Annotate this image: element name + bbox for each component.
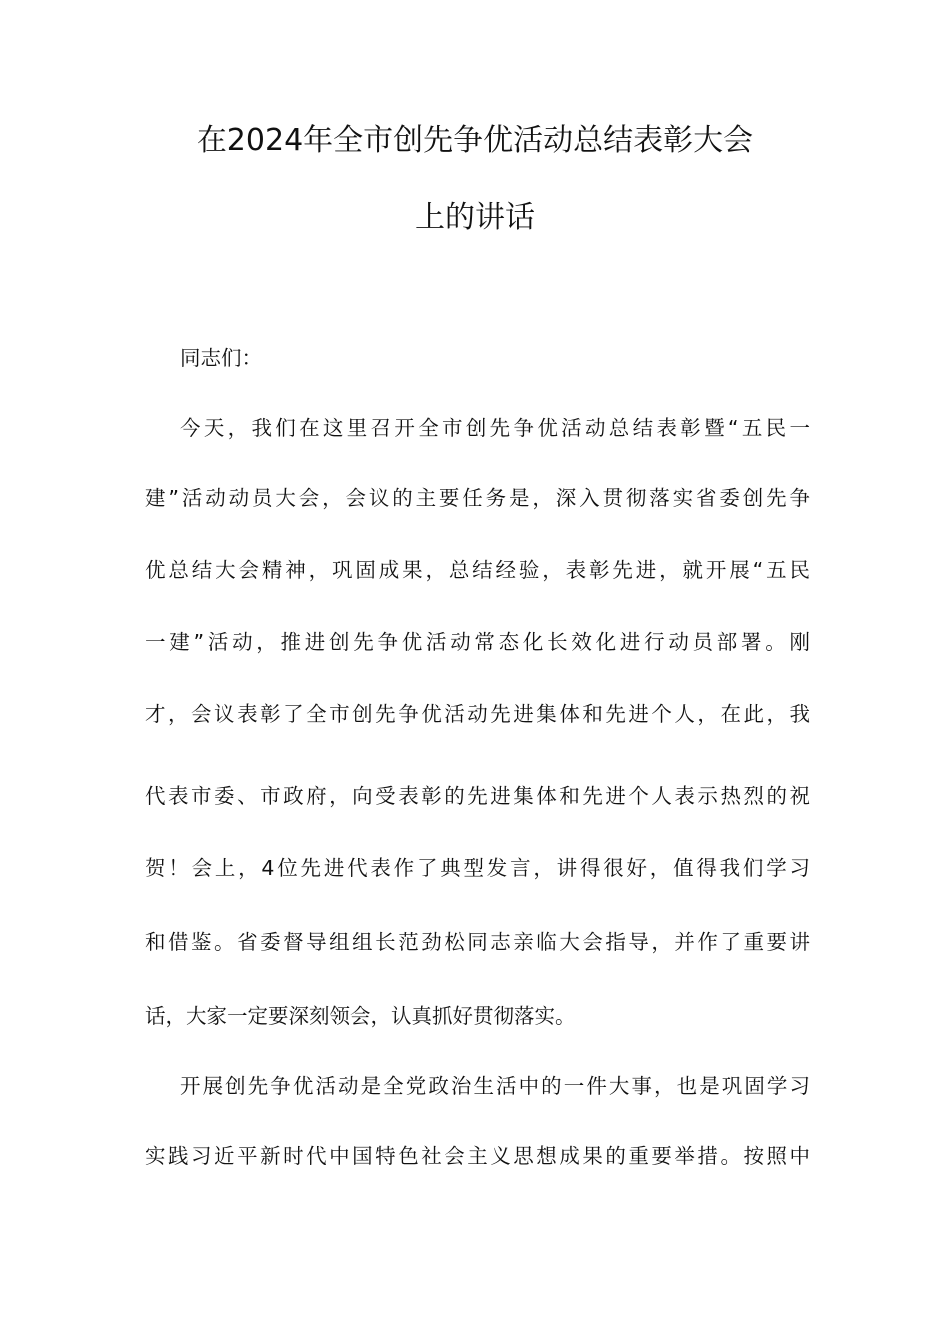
- paragraph-1-line: 才，会议表彰了全市创先争优活动先进集体和先进个人，在此，我: [145, 702, 810, 726]
- paragraph-1-line: 一建”活动，推进创先争优活动常态化长效化进行动员部署。刚: [145, 630, 810, 654]
- document-title-line-1: 在2024年全市创先争优活动总结表彰大会: [196, 123, 754, 158]
- paragraph-1-line: 贺！会上，4位先进代表作了典型发言，讲得很好，值得我们学习: [145, 856, 810, 880]
- salutation: 同志们：: [180, 346, 262, 370]
- paragraph-1-line: 代表市委、市政府，向受表彰的先进集体和先进个人表示热烈的祝: [145, 784, 810, 808]
- paragraph-2-line: 开展创先争优活动是全党政治生活中的一件大事，也是巩固学习: [180, 1074, 810, 1098]
- paragraph-1-line: 建”活动动员大会，会议的主要任务是，深入贯彻落实省委创先争: [145, 486, 810, 510]
- paragraph-1-line: 今天，我们在这里召开全市创先争优活动总结表彰暨“五民一: [180, 416, 810, 440]
- paragraph-1-line: 话，大家一定要深刻领会，认真抓好贯彻落实。: [145, 1004, 576, 1028]
- document-title-line-2: 上的讲话: [415, 200, 535, 235]
- paragraph-2-line: 实践习近平新时代中国特色社会主义思想成果的重要举措。按照中: [145, 1144, 810, 1168]
- paragraph-1-line: 和借鉴。省委督导组组长范劲松同志亲临大会指导，并作了重要讲: [145, 930, 810, 954]
- paragraph-1-line: 优总结大会精神，巩固成果，总结经验，表彰先进，就开展“五民: [145, 558, 810, 582]
